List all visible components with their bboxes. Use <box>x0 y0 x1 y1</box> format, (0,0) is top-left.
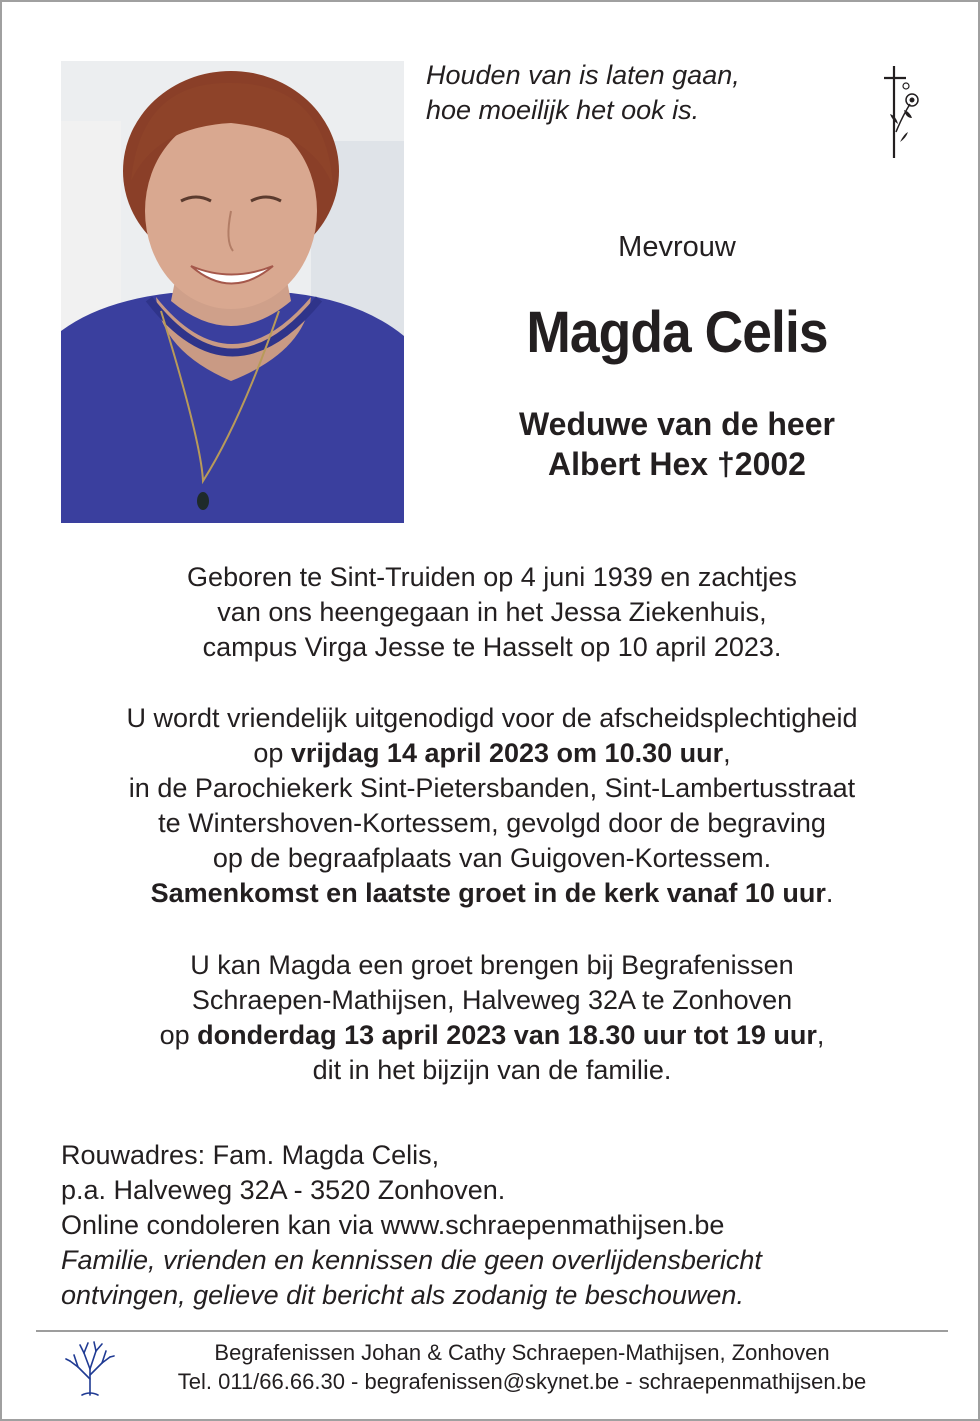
birth-death-paragraph <box>42 560 942 665</box>
ceremony-line-6-suffix: . <box>825 878 834 908</box>
gathering-notice: Samenkomst en laatste groet in de kerk vanaf 10 uur <box>150 878 826 908</box>
funeral-home-footer <box>122 1338 922 1396</box>
ceremony-line-2-prefix: op <box>253 738 291 768</box>
deceased-name: Magda Celis <box>526 300 828 365</box>
visit-line-2: Schraepen-Mathijsen, Halveweg 32A te Zonhoven <box>191 985 793 1015</box>
visitation-paragraph <box>42 948 942 1088</box>
honorific-title: Mevrouw <box>618 231 736 263</box>
tree-logo-icon <box>64 1339 116 1397</box>
widow-line-1: Weduwe van de heer <box>519 406 835 442</box>
ceremony-line-3: in de Parochiekerk Sint-Pietersbanden, Sint-Lambertusstraat <box>128 773 856 803</box>
ceremony-line-5: op de begraafplaats van Guigoven-Kortessem. <box>212 843 772 873</box>
quote-line-1: Houden van is laten gaan, <box>426 60 740 90</box>
funeral-home-name: Begrafenissen Johan & Cathy Schraepen-Mathijsen, Zonhoven <box>214 1340 830 1365</box>
notice-line-1: Familie, vrienden en kennissen die geen overlijdensbericht <box>61 1245 762 1275</box>
funeral-home-contact: Tel. 011/66.66.30 - begrafenissen@skynet.be - schraepenmathijsen.be <box>177 1369 867 1394</box>
quote-line-2: hoe moeilijk het ook is. <box>426 95 700 125</box>
visitation-datetime: donderdag 13 april 2023 van 18.30 uur tot 19 uur <box>197 1020 817 1050</box>
birth-line-1: Geboren te Sint-Truiden op 4 juni 1939 en zachtjes <box>187 562 797 592</box>
ceremony-line-2 <box>42 736 942 771</box>
visit-line-1: U kan Magda een groet brengen bij Begrafenissen <box>190 950 794 980</box>
visit-line-3-prefix: op <box>159 1020 198 1050</box>
notice-line-2: ontvingen, gelieve dit bericht als zodanig te beschouwen. <box>61 1280 744 1310</box>
widow-statement <box>482 404 872 484</box>
ceremony-line-4: te Wintershoven-Kortessem, gevolgd door de begraving <box>158 808 826 838</box>
address-line-2: p.a. Halveweg 32A - 3520 Zonhoven. <box>61 1175 506 1205</box>
cross-with-rose-icon <box>876 62 922 162</box>
ceremony-line-1: U wordt vriendelijk uitgenodigd voor de afscheidsplechtigheid <box>126 703 858 733</box>
condolence-line: Online condoleren kan via www.schraepenmathijsen.be <box>61 1210 725 1240</box>
ceremony-line-6 <box>42 876 942 911</box>
mourning-address <box>61 1138 762 1313</box>
birth-line-2: van ons heengegaan in het Jessa Ziekenhuis, <box>217 597 767 627</box>
memorial-quote <box>426 58 740 128</box>
portrait-photo <box>61 61 404 523</box>
address-line-1: Rouwadres: Fam. Magda Celis, <box>61 1140 440 1170</box>
footer-divider <box>36 1330 948 1332</box>
visit-line-4: dit in het bijzijn van de familie. <box>312 1055 672 1085</box>
birth-line-3: campus Virga Jesse te Hasselt op 10 april 2023. <box>202 632 782 662</box>
ceremony-datetime: vrijdag 14 april 2023 om 10.30 uur <box>290 738 724 768</box>
ceremony-line-2-suffix: , <box>723 738 731 768</box>
portrait-illustration <box>61 61 404 523</box>
visit-line-3-suffix: , <box>816 1020 825 1050</box>
ceremony-paragraph <box>42 701 942 911</box>
widow-line-2: Albert Hex †2002 <box>548 446 806 482</box>
visit-line-3 <box>42 1018 942 1053</box>
